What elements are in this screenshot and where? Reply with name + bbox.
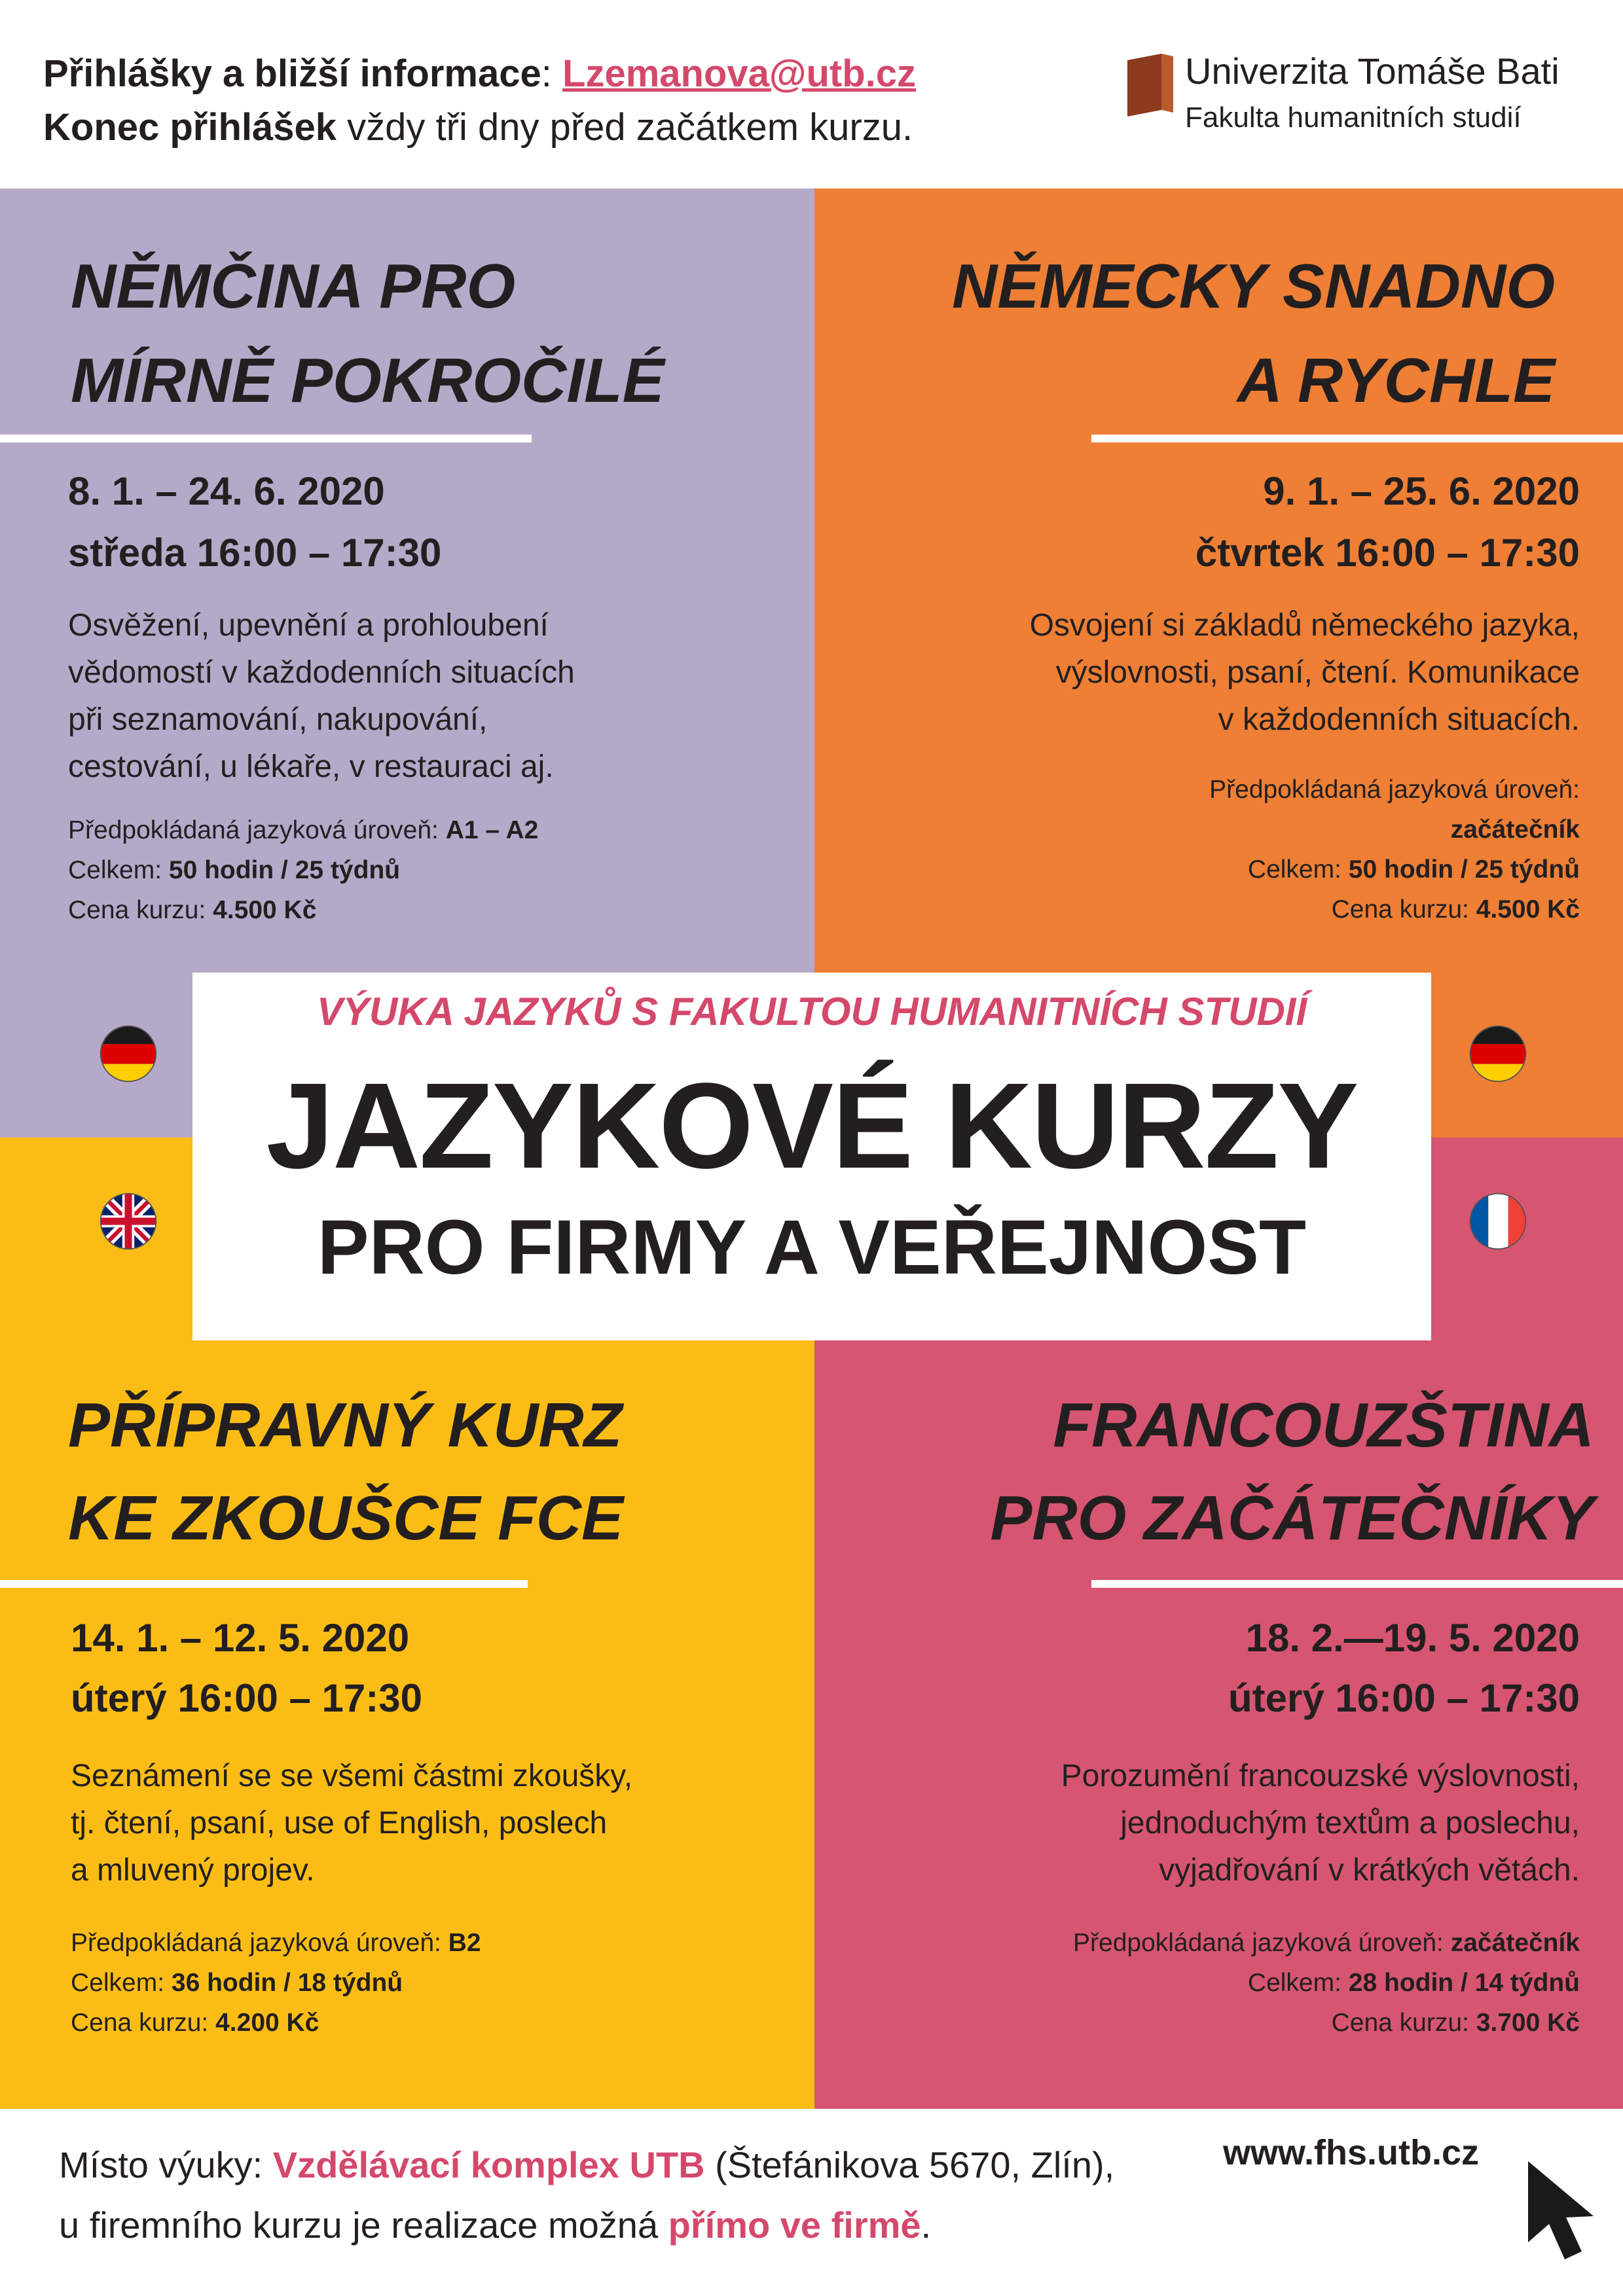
- total-row: [1073, 1963, 1580, 2003]
- course-dates: 14. 1. – 12. 5. 2020: [71, 1616, 410, 1660]
- price-label: Cena kurzu:: [71, 2009, 216, 2037]
- level-label: Předpokládaná jazyková úroveň:: [1209, 776, 1580, 804]
- footer-line-1: [59, 2135, 1237, 2195]
- faculty-name: Fakulta humanitních studií: [1185, 101, 1522, 134]
- course-title-line-2: KE ZKOUŠCE FCE: [68, 1483, 624, 1553]
- center-banner: [192, 973, 1431, 1340]
- course-title-line-1: NĚMČINA PRO: [71, 251, 516, 321]
- location-label: Místo výuky:: [59, 2144, 273, 2185]
- description-line: v každodenních situacích.: [1218, 702, 1580, 737]
- description-line: jednoduchým textům a poslechu,: [1120, 1806, 1580, 1840]
- title-underline: [1091, 435, 1623, 442]
- total-value: 28 hodin / 14 týdnů: [1348, 1969, 1580, 1997]
- course-meta: [1209, 770, 1580, 929]
- level-label: Předpokládaná jazyková úroveň:: [71, 1929, 448, 1957]
- company-course-text: u firemního kurzu je realizace možná: [59, 2204, 668, 2246]
- total-row: [1209, 850, 1580, 889]
- website-link[interactable]: www.fhs.utb.cz: [1223, 2133, 1479, 2172]
- price-row: [1209, 889, 1580, 929]
- course-meta: [68, 810, 538, 930]
- course-time: středa 16:00 – 17:30: [68, 531, 442, 575]
- germany-flag-icon: [98, 1024, 158, 1084]
- level-label: Předpokládaná jazyková úroveň:: [68, 816, 446, 844]
- course-description: [860, 1753, 1580, 1894]
- level-row: [1073, 1923, 1580, 1963]
- applications-label: Přihlášky a bližší informace: [43, 52, 541, 95]
- company-course-highlight: přímo ve firmě: [668, 2204, 921, 2246]
- course-title-line-1: NĚMECKY SNADNO: [952, 251, 1555, 321]
- course-dates: 18. 2.—19. 5. 2020: [1245, 1616, 1580, 1660]
- cursor-arrow-icon: [1525, 2159, 1597, 2263]
- total-label: Celkem:: [1247, 1969, 1349, 1997]
- level-row: [68, 810, 538, 850]
- total-value: 36 hodin / 18 týdnů: [171, 1969, 403, 1997]
- banner-title: JAZYKOVÉ KURZY: [266, 1058, 1358, 1194]
- contact-email-link[interactable]: Lzemanova@utb.cz: [562, 52, 916, 95]
- total-label: Celkem:: [68, 856, 169, 884]
- course-meta: [1073, 1923, 1580, 2043]
- footer-period: .: [921, 2204, 932, 2246]
- price-value: 4.500 Kč: [213, 896, 317, 924]
- course-description: [68, 602, 788, 791]
- level-label-row: [1209, 770, 1580, 810]
- course-description: [860, 602, 1580, 744]
- description-line: Porozumění francouzské výslovnosti,: [1061, 1759, 1580, 1793]
- footer-location: [59, 2135, 1237, 2255]
- description-line: Osvojení si základů německého jazyka,: [1029, 608, 1580, 643]
- level-value: začátečník: [1450, 1929, 1580, 1957]
- course-description: [71, 1753, 791, 1894]
- book-icon: [1127, 54, 1173, 117]
- price-row: [71, 2003, 481, 2043]
- description-line: Osvěžení, upevnění a prohloubení: [68, 608, 549, 643]
- course-title-line-2: PRO ZAČÁTEČNÍKY: [990, 1483, 1594, 1553]
- price-value: 4.500 Kč: [1476, 895, 1580, 924]
- level-value: A1 – A2: [445, 816, 539, 844]
- price-label: Cena kurzu:: [1331, 2009, 1476, 2037]
- banner-subtitle: VÝUKA JAZYKŮ S FAKULTOU HUMANITNÍCH STUDIÍ: [316, 990, 1307, 1033]
- deadline-text: vždy tři dny před začátkem kurzu.: [337, 106, 913, 149]
- university-logo: [1127, 50, 1586, 148]
- course-time: úterý 16:00 – 17:30: [71, 1676, 423, 1720]
- description-line: Seznámení se se všemi částmi zkoušky,: [71, 1759, 633, 1793]
- description-line: při seznamování, nakupování,: [68, 702, 488, 737]
- uk-flag-icon: [98, 1191, 158, 1251]
- deadline-label: Konec přihlášek: [43, 106, 337, 149]
- description-line: vědomostí v každodenních situacích: [68, 655, 575, 690]
- total-value: 50 hodin / 25 týdnů: [1348, 855, 1580, 884]
- header-line-2: [43, 101, 1025, 154]
- germany-flag-icon: [1468, 1024, 1528, 1084]
- description-line: a mluvený projev.: [71, 1853, 315, 1888]
- title-underline: [1091, 1580, 1623, 1588]
- venue-name: Vzdělávací komplex UTB: [272, 2144, 705, 2185]
- price-value: 4.200 Kč: [215, 2009, 319, 2037]
- course-time: úterý 16:00 – 17:30: [1228, 1676, 1580, 1720]
- footer-line-2: [59, 2195, 1237, 2255]
- price-label: Cena kurzu:: [1331, 895, 1476, 924]
- header-colon: :: [541, 52, 563, 95]
- header-line-1: [43, 47, 1025, 101]
- total-label: Celkem:: [71, 1969, 172, 1997]
- level-value: B2: [448, 1929, 481, 1957]
- title-underline: [0, 1580, 528, 1588]
- course-title-line-1: PŘÍPRAVNÝ KURZ: [68, 1390, 623, 1460]
- price-row: [68, 890, 538, 930]
- course-dates: 9. 1. – 25. 6. 2020: [1263, 469, 1580, 513]
- course-time: čtvrtek 16:00 – 17:30: [1195, 531, 1580, 575]
- course-title-line-1: FRANCOUZŠTINA: [1053, 1390, 1594, 1460]
- total-value: 50 hodin / 25 týdnů: [168, 856, 401, 884]
- level-value-row: [1209, 810, 1580, 850]
- university-name: Univerzita Tomáše Bati: [1185, 50, 1559, 92]
- level-label: Předpokládaná jazyková úroveň:: [1073, 1929, 1451, 1957]
- total-row: [68, 850, 538, 890]
- price-value: 3.700 Kč: [1476, 2009, 1580, 2037]
- price-label: Cena kurzu:: [68, 896, 213, 924]
- title-underline: [0, 435, 532, 442]
- france-flag-icon: [1468, 1191, 1528, 1251]
- description-line: výslovnosti, psaní, čtení. Komunikace: [1055, 655, 1580, 690]
- description-line: tj. čtení, psaní, use of English, poslech: [71, 1806, 608, 1840]
- total-row: [71, 1963, 481, 2003]
- level-row: [71, 1923, 481, 1963]
- description-line: vyjadřování v krátkých větách.: [1159, 1853, 1580, 1888]
- header-info: [43, 47, 1025, 154]
- price-row: [1073, 2003, 1580, 2043]
- course-title-line-2: A RYCHLE: [1237, 346, 1555, 416]
- course-title-line-2: MÍRNĚ POKROČILÉ: [71, 346, 665, 416]
- venue-address: (Štefánikova 5670, Zlín),: [704, 2144, 1115, 2185]
- level-value: začátečník: [1450, 816, 1580, 844]
- course-dates: 8. 1. – 24. 6. 2020: [68, 469, 385, 513]
- description-line: cestování, u lékaře, v restauraci aj.: [68, 749, 554, 784]
- total-label: Celkem:: [1247, 855, 1349, 884]
- banner-title-secondary: PRO FIRMY A VEŘEJNOST: [317, 1204, 1307, 1291]
- course-meta: [71, 1923, 481, 2043]
